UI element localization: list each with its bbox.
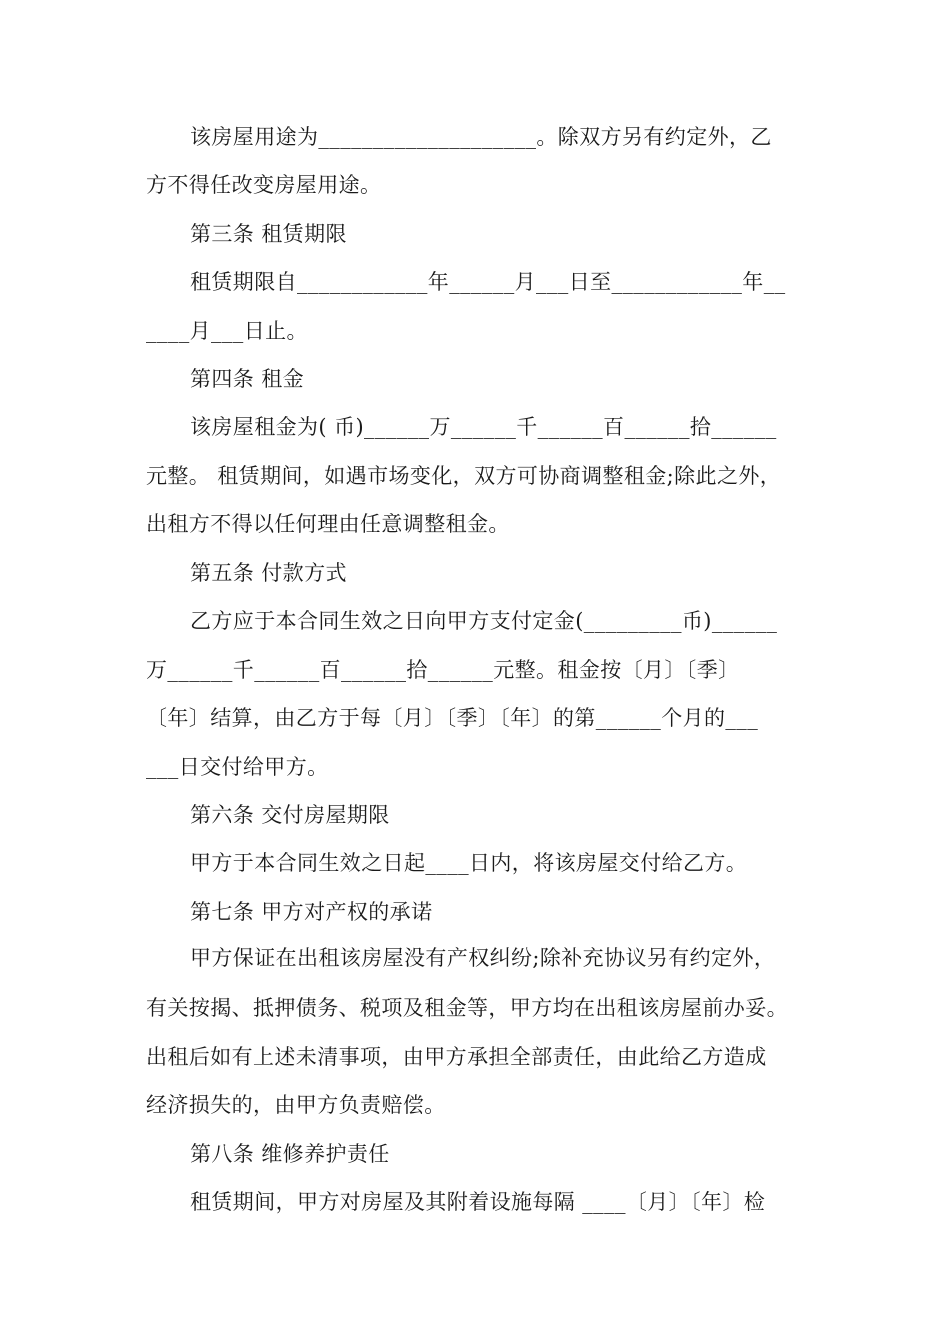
text-line-payment-cont-1: 万______千______百______拾______元整。租金按〔月〕〔季〕 [146, 658, 740, 682]
text-line-payment-cont-3: ___日交付给甲方。 [146, 755, 329, 779]
article-3-heading: 第三条 租赁期限 [190, 222, 347, 246]
text-line-rent: 该房屋租金为( 币)______万______千______百______拾______ [190, 415, 777, 439]
text-line-maintenance: 租赁期间，甲方对房屋及其附着设施每隔 ____〔月〕〔年〕检 [190, 1190, 766, 1214]
text-line-title-warranty-cont-3: 经济损失的，由甲方负责赔偿。 [146, 1093, 446, 1117]
text-line-delivery: 甲方于本合同生效之日起____日内，将该房屋交付给乙方。 [190, 851, 748, 875]
article-8-heading: 第八条 维修养护责任 [190, 1142, 390, 1166]
article-4-heading: 第四条 租金 [190, 367, 305, 391]
text-line-title-warranty-cont-1: 有关按揭、抵押债务、税项及租金等，甲方均在出租该房屋前办妥。 [146, 996, 788, 1020]
article-6-heading: 第六条 交付房屋期限 [190, 803, 390, 827]
text-line-lease-term-cont: ____月___日止。 [146, 319, 308, 343]
text-line-rent-cont-2: 出租方不得以任何理由任意调整租金。 [146, 512, 510, 536]
text-line-title-warranty: 甲方保证在出租该房屋没有产权纠纷;除补充协议另有约定外， [190, 946, 776, 970]
text-line-usage-cont: 方不得任改变房屋用途。 [146, 173, 382, 197]
text-line-rent-cont-1: 元整。 租赁期间，如遇市场变化，双方可协商调整租金;除此之外， [146, 464, 782, 488]
article-7-heading: 第七条 甲方对产权的承诺 [190, 900, 433, 924]
text-line-payment: 乙方应于本合同生效之日向甲方支付定金(_________币)______ [190, 609, 778, 633]
text-line-lease-term: 租赁期限自____________年______月___日至____________年__ [190, 270, 786, 294]
text-line-usage: 该房屋用途为____________________。除双方另有约定外，乙 [190, 125, 772, 149]
text-line-title-warranty-cont-2: 出租后如有上述未清事项，由甲方承担全部责任，由此给乙方造成 [146, 1045, 767, 1069]
text-line-payment-cont-2: 〔年〕结算，由乙方于每〔月〕〔季〕〔年〕的第______个月的___ [146, 706, 759, 730]
article-5-heading: 第五条 付款方式 [190, 561, 347, 585]
